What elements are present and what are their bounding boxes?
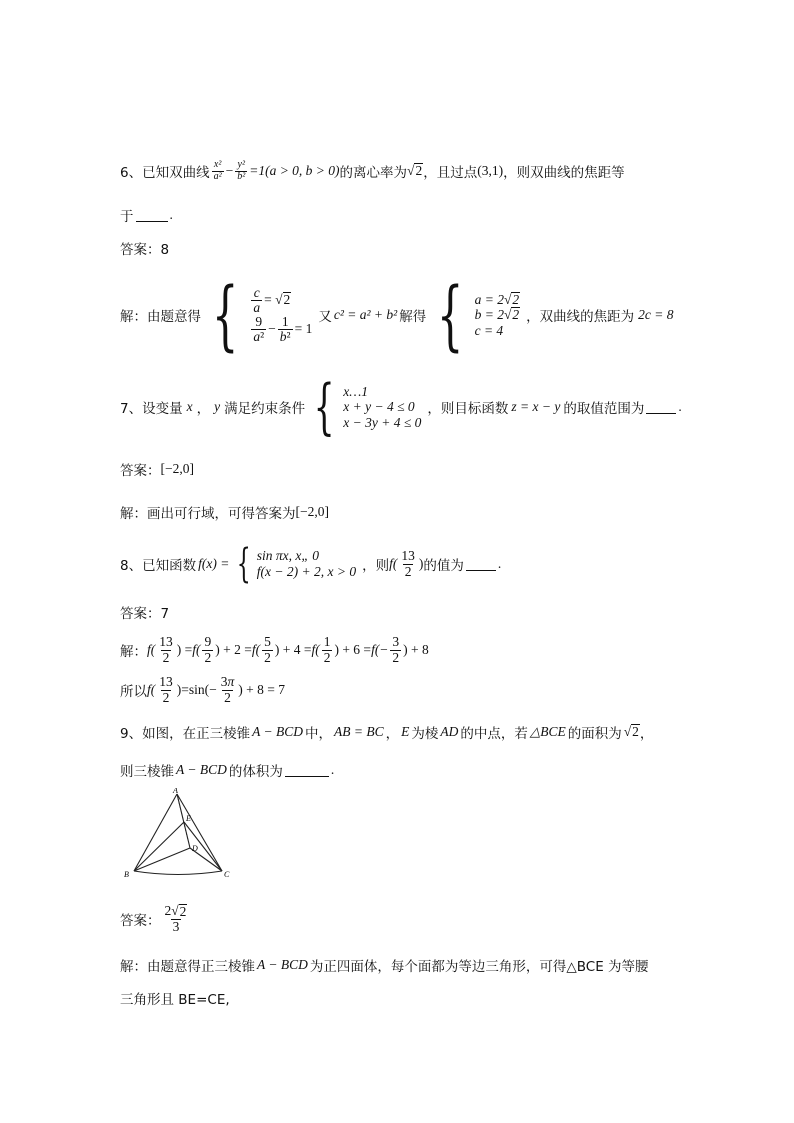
q8-solution1: 解： f( $\frac{13}{2}$ ) = f( $\frac{9}{2}$ ) + 2 = f( $\frac{5}{2}$ ) + 4 = f( $\frac{1}{2}$ ) + 6 = f(− $\frac{3}{2}$ ) + 8 xyxy=(120,634,429,665)
q6-answer xyxy=(120,238,169,258)
q7-prefix: 7、设变量 xyxy=(120,401,183,417)
q9-mid4: 的中点，若 xyxy=(460,726,528,742)
q6-point: (3,1) xyxy=(477,163,504,178)
q9-answer xyxy=(120,899,191,939)
q6-sol-tail: ，双曲线的焦距为 xyxy=(526,309,635,325)
q9-pyr: A − BCD xyxy=(252,724,303,739)
q6-sol-mid: 又 xyxy=(318,309,332,325)
q8-sol2-tail: ) + 8 = 7 xyxy=(238,682,285,697)
q7-cond3: x − 3y + 4 ≤ 0 xyxy=(343,414,422,430)
label-a: A xyxy=(173,788,178,795)
q9-solution1 xyxy=(120,955,649,975)
tetrahedron-figure xyxy=(120,788,232,880)
q6-line1: 6、已知双曲线 $\frac{\text{x²}}{\text{a²}}$ − $\frac{\text{y²}}{\text{b²}}$ =1(a > 0, b > 0) 的离心率为 √ 2 ，且过点 (3,1) ，则双曲线的焦距等 xyxy=(120,159,625,182)
q6-mid: 的离心率为 xyxy=(339,165,408,181)
q9-tri: △BCE xyxy=(529,724,566,739)
q8-answer-text: 答案：7 xyxy=(120,606,170,622)
q6-frac-x: $\frac{\text{x²}}{\text{a²}}$ xyxy=(213,159,222,182)
q7-system xyxy=(343,384,421,431)
q9-line2-tail: 的体积为 xyxy=(228,764,283,780)
q6-system1: $\frac{c}{a}$ = √ 2 $\frac{9}{\text{a²}}$ − $\frac{1}{\text{b²}}$ = 1 xyxy=(253,284,313,345)
q6-answer-text: 答案：8 xyxy=(120,242,170,258)
q7-mid: 满足约束条件 xyxy=(224,401,306,417)
q6-sqrt2: √ 2 xyxy=(407,163,423,178)
q6-tail: ，则双曲线的焦距等 xyxy=(503,165,625,181)
q7-mid2: ，则目标函数 xyxy=(427,401,509,417)
q9-blank xyxy=(285,764,329,777)
q8-tail: 的值为 xyxy=(423,558,464,574)
q7-answer-label: 答案： xyxy=(120,463,161,479)
q8-case1: sin πx, x„ 0 xyxy=(256,548,320,564)
edge-ab xyxy=(134,794,177,871)
q7-sol-value: [−2,0] xyxy=(295,504,329,519)
q8-sol2-eq: =sin(− xyxy=(181,682,217,697)
q9-e: E xyxy=(401,724,410,739)
q6-solution: 解：由题意得 { $\frac{c}{a}$ = √ 2 $\frac{9}{\text{a²}}$ − $\frac{1}{\text{b²}}$ = 1 又 c² = a² + b² 解得 { a = 2√ 2 b = 2√ 2 c = 4 ，双曲线的焦距为 2c = 8 xyxy=(120,270,674,359)
q8-sol-label: 解： xyxy=(120,644,147,660)
q9-pyr-2: A − BCD xyxy=(176,762,227,777)
q7-cond2: x + y − 4 ≤ 0 xyxy=(343,399,415,415)
q7-func: z = x − y xyxy=(511,399,561,414)
q6-line2: 于 . xyxy=(120,207,173,225)
q6-sol-prefix: 解：由题意得 xyxy=(120,309,201,325)
segment-be xyxy=(134,822,184,871)
q9-line2-text: 则三棱锥 xyxy=(120,764,174,780)
q6-sol-result: 2c = 8 xyxy=(638,307,674,322)
q9-ad: AD xyxy=(440,724,459,739)
q6-frac-y: $\frac{\text{y²}}{\text{b²}}$ xyxy=(237,159,246,182)
q6-blank xyxy=(136,209,168,222)
label-d: D xyxy=(192,844,198,853)
q7-cond1: x…1 xyxy=(343,383,369,399)
q7-blank xyxy=(646,401,676,414)
q7-tail: 的取值范围为 xyxy=(563,401,645,417)
q9-line1: 9、如图，在正三棱锥 A − BCD 中， AB = BC ， E 为棱 AD 的中点，若 △BCE 的面积为 √ 2 ， xyxy=(120,724,654,742)
q8-line1: 8、已知函数 f(x) = { sin πx, x„ 0 f(x − 2) + 2, x > 0 ，则 f( $\frac{13}{2}$ ) 的值为 . xyxy=(120,541,502,587)
q9-sol2: 三角形且 BE=CE, xyxy=(120,992,230,1008)
q9-mid3: 为棱 xyxy=(411,726,439,742)
q6-line2-text: 于 xyxy=(120,209,134,225)
q8-sol2-prefix: 所以 xyxy=(120,684,147,700)
q8-brace: { xyxy=(237,541,252,587)
q6-prefix: 6、已知双曲线 xyxy=(120,165,210,181)
q8-blank xyxy=(466,558,496,571)
q7-answer-value: [−2,0] xyxy=(160,461,194,476)
q7-brace: { xyxy=(313,372,335,442)
q6-system2: a = 2√ 2 b = 2√ 2 c = 4 xyxy=(474,291,520,338)
q9-mid: 中， xyxy=(304,726,332,742)
q9-sol1: 解：由题意得正三棱锥 xyxy=(120,959,255,975)
q8-mid: ，则 xyxy=(362,558,390,574)
q9-answer-label: 答案： xyxy=(120,913,161,929)
q9-mid2: ， xyxy=(385,726,400,742)
q6-brace1: { xyxy=(211,270,239,359)
q8-prefix: 8、已知函数 xyxy=(120,558,197,574)
q7-solution xyxy=(120,502,329,522)
q9-sol1-mid: 为正四面体，每个面都为等边三角形，可得△BCE 为等腰 xyxy=(309,959,649,975)
q9-cond: AB = BC xyxy=(333,724,384,739)
q7-answer xyxy=(120,459,194,479)
q9-solution2 xyxy=(120,988,230,1008)
label-b: B xyxy=(124,870,129,879)
q8-solution2: 所以 f( $\frac{13}{2}$ ) =sin(− $\frac{3\pi}{2}$ ) + 8 = 7 xyxy=(120,674,285,705)
edge-bd xyxy=(134,848,190,871)
q6-eq-tail: =1(a > 0, b > 0) xyxy=(249,163,340,178)
label-c: C xyxy=(224,870,230,879)
q7-sol: 解：画出可行域，可得答案为 xyxy=(120,506,296,522)
edge-bc xyxy=(134,871,222,875)
label-e: E xyxy=(186,814,191,823)
q8-cases xyxy=(257,548,356,579)
q6-sol-mid2: 解得 xyxy=(399,309,427,325)
q9-tail: 的面积为 xyxy=(567,726,622,742)
q9-prefix: 9、如图，在正三棱锥 xyxy=(120,726,251,742)
q7-line1: 7、设变量 x ， y 满足约束条件 { x…1 x + y − 4 ≤ 0 x − 3y + 4 ≤ 0 ，则目标函数 z = x − y 的取值范围为 . xyxy=(120,372,682,442)
edge-ac xyxy=(177,794,222,871)
q9-pyr-3: A − BCD xyxy=(257,957,308,972)
q8-case2: f(x − 2) + 2, x > 0 xyxy=(256,564,357,579)
q6-mid2: ，且过点 xyxy=(423,165,478,181)
q6-brace2: { xyxy=(437,270,464,359)
q8-answer xyxy=(120,602,169,622)
q9-answer-frac: 2√ 2 3 xyxy=(164,902,187,934)
q9-line2: 则三棱锥 A − BCD 的体积为 . xyxy=(120,762,335,780)
